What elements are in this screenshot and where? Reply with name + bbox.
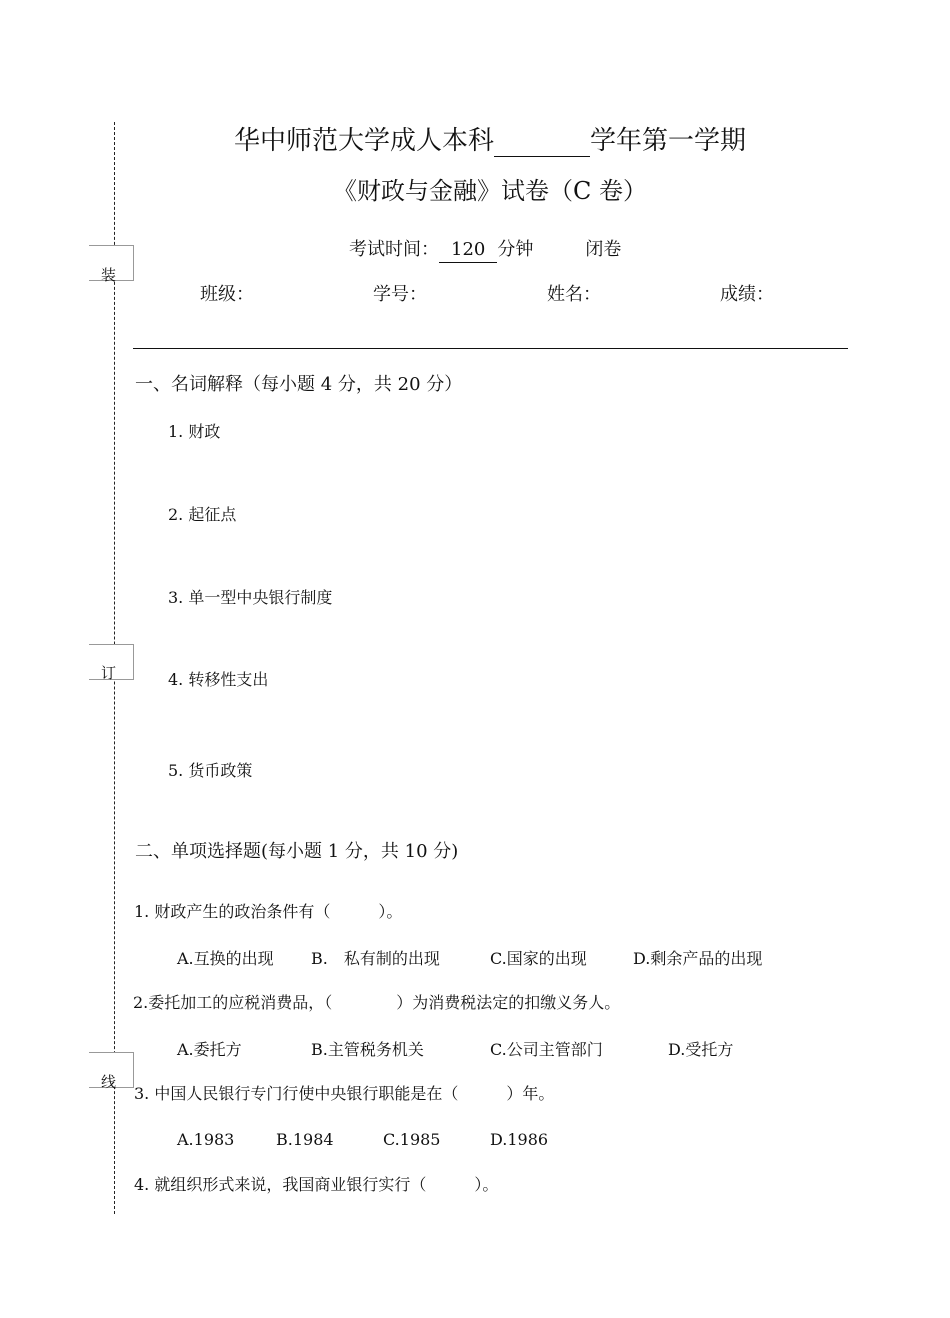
option-d: D.剩余产品的出现 — [633, 949, 763, 968]
term-item: 4. 转移性支出 — [168, 670, 269, 689]
question-stem: 4. 就组织形式来说，我国商业银行实行（ ）。 — [134, 1175, 499, 1194]
option-b: B. 私有制的出现 — [311, 949, 440, 968]
option-c: C.1985 — [383, 1130, 441, 1149]
term-item: 3. 单一型中央银行制度 — [168, 588, 333, 607]
option-d: D.1986 — [490, 1130, 549, 1149]
option-b: B.主管税务机关 — [311, 1040, 424, 1059]
binding-char-zhuang: 装 — [101, 266, 117, 284]
field-score: 成绩： — [720, 284, 774, 305]
field-name: 姓名： — [547, 284, 601, 305]
exam-time-line — [349, 238, 621, 263]
option-a: A.1983 — [177, 1130, 235, 1149]
option-b: B.1984 — [276, 1130, 334, 1149]
page-title — [0, 125, 950, 157]
option-c: C.国家的出现 — [490, 949, 587, 968]
term-item: 1. 财政 — [168, 422, 221, 441]
exam-type: 闭卷 — [585, 239, 622, 260]
title-suffix: 学年第一学期 — [590, 126, 747, 156]
exam-time-label: 考试时间： — [349, 239, 439, 260]
binding-char-xian: 线 — [101, 1073, 117, 1091]
option-c: C.公司主管部门 — [490, 1040, 603, 1059]
question-stem: 2.委托加工的应税消费品，（ ）为消费税法定的扣缴义务人。 — [133, 993, 621, 1012]
section1-heading: 一、名词解释（每小题 4 分，共 20 分） — [135, 374, 463, 395]
question-stem: 3. 中国人民银行专门行使中央银行职能是在（ ）年。 — [134, 1084, 555, 1103]
option-a: A.委托方 — [177, 1040, 242, 1059]
exam-time-value: 120 — [439, 238, 497, 263]
title-prefix: 华中师范大学成人本科 — [233, 126, 494, 156]
question-stem: 1. 财政产生的政治条件有（ ）。 — [134, 902, 403, 921]
option-d: D.受托方 — [668, 1040, 734, 1059]
field-class: 班级： — [200, 284, 254, 305]
exam-time-unit: 分钟 — [497, 239, 534, 260]
header-separator — [133, 348, 848, 349]
year-blank — [494, 128, 590, 157]
field-student-id: 学号： — [373, 284, 427, 305]
binding-char-ding: 订 — [101, 664, 117, 682]
term-item: 2. 起征点 — [168, 505, 237, 524]
term-item: 5. 货币政策 — [168, 761, 253, 780]
option-a: A.互换的出现 — [177, 949, 274, 968]
page-subtitle: 《财政与金融》试卷（C 卷） — [333, 177, 647, 205]
section2-heading: 二、单项选择题(每小题 1 分，共 10 分) — [135, 841, 459, 862]
